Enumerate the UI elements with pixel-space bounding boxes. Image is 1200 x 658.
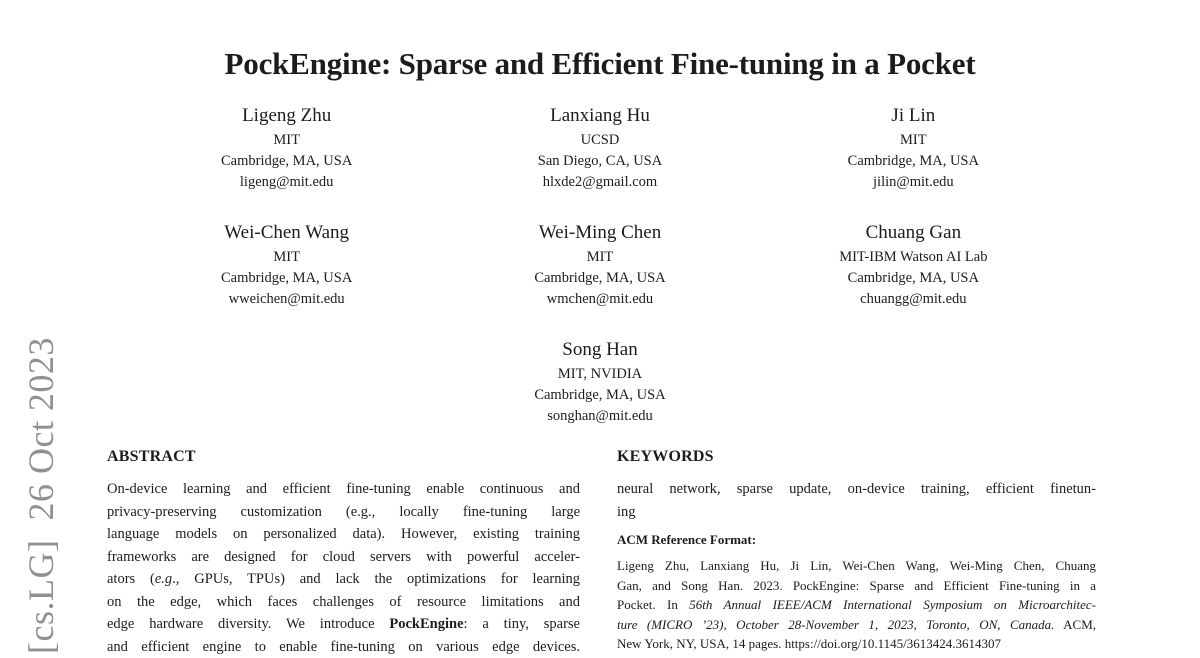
- reference-line: New York, NY, USA, 14 pages. https://doi.org/10.1145/3613424.3614307: [617, 634, 1096, 654]
- abstract-heading: ABSTRACT: [107, 448, 580, 466]
- author-affiliation: MIT-IBM Watson AI Lab: [757, 247, 1070, 268]
- author-email: chuangg@mit.edu: [757, 289, 1070, 310]
- author-block: [443, 221, 756, 310]
- venue-italic-text: ture (MICRO ’23), October 28-November 1, 2023, Toronto, ON, Canada.: [617, 617, 1054, 632]
- reference-line: Pocket. In 56th Annual IEEE/ACM International Symposium on Microarchitec-: [617, 595, 1096, 615]
- author-location: Cambridge, MA, USA: [443, 385, 756, 406]
- author-email: songhan@mit.edu: [443, 406, 756, 427]
- author-name: Wei-Chen Wang: [130, 221, 443, 245]
- abstract-line: frameworks are designed for cloud servers with powerful acceler-: [107, 546, 580, 569]
- author-name: Ji Lin: [757, 104, 1070, 128]
- author-block: [757, 221, 1070, 310]
- author-affiliation: MIT: [757, 130, 1070, 151]
- author-affiliation: MIT: [130, 247, 443, 268]
- author-email: wweichen@mit.edu: [130, 289, 443, 310]
- author-block: [757, 104, 1070, 193]
- author-block: [443, 104, 756, 193]
- author-affiliation: UCSD: [443, 130, 756, 151]
- author-email: hlxde2@gmail.com: [443, 172, 756, 193]
- author-block: [130, 221, 443, 310]
- reference-line: ture (MICRO ’23), October 28-November 1, 2023, Toronto, ON, Canada. ACM,: [617, 615, 1096, 635]
- reference-line: Ligeng Zhu, Lanxiang Hu, Ji Lin, Wei-Chen Wang, Wei-Ming Chen, Chuang: [617, 556, 1096, 576]
- acm-reference-text: [617, 556, 1096, 654]
- author-location: Cambridge, MA, USA: [130, 268, 443, 289]
- paper-title: PockEngine: Sparse and Efficient Fine-tuning in a Pocket: [0, 46, 1200, 82]
- author-name: Lanxiang Hu: [443, 104, 756, 128]
- keywords-text: [617, 478, 1096, 523]
- abstract-text: [107, 478, 580, 658]
- author-grid: [130, 104, 1070, 427]
- author-name: Ligeng Zhu: [130, 104, 443, 128]
- abstract-line: on the edge, which faces challenges of resource limitations and: [107, 591, 580, 614]
- author-location: Cambridge, MA, USA: [757, 268, 1070, 289]
- abstract-line: language models on personalized data). However, existing training: [107, 523, 580, 546]
- keywords-line: ing: [617, 501, 1096, 524]
- author-email: jilin@mit.edu: [757, 172, 1070, 193]
- abstract-line: ators (e.g., GPUs, TPUs) and lack the optimizations for learning: [107, 568, 580, 591]
- keywords-heading: KEYWORDS: [617, 448, 1096, 466]
- arxiv-watermark: [cs.LG] 26 Oct 2023: [20, 337, 62, 654]
- keywords-section: [617, 448, 1096, 654]
- abstract-line: and efficient engine to enable fine-tuning on various edge devices.: [107, 636, 580, 658]
- abstract-line: privacy-preserving customization (e.g., locally fine-tuning large: [107, 501, 580, 524]
- author-name: Song Han: [443, 338, 756, 362]
- author-affiliation: MIT: [443, 247, 756, 268]
- keywords-line: neural network, sparse update, on-device training, efficient finetun-: [617, 478, 1096, 501]
- author-affiliation: MIT, NVIDIA: [443, 364, 756, 385]
- venue-italic-text: 56th Annual IEEE/ACM International Symposium on Microarchitec-: [689, 597, 1096, 612]
- author-location: San Diego, CA, USA: [443, 151, 756, 172]
- abstract-section: [107, 448, 580, 658]
- author-email: ligeng@mit.edu: [130, 172, 443, 193]
- acm-reference-heading: ACM Reference Format:: [617, 532, 1096, 547]
- author-block: [443, 338, 756, 427]
- author-name: Wei-Ming Chen: [443, 221, 756, 245]
- abstract-line: On-device learning and efficient fine-tuning enable continuous and: [107, 478, 580, 501]
- author-block: [130, 104, 443, 193]
- author-location: Cambridge, MA, USA: [130, 151, 443, 172]
- author-name: Chuang Gan: [757, 221, 1070, 245]
- reference-line: Gan, and Song Han. 2023. PockEngine: Sparse and Efficient Fine-tuning in a: [617, 576, 1096, 596]
- doi-link[interactable]: https://doi.org/10.1145/3613424.3614307: [785, 636, 1001, 651]
- author-location: Cambridge, MA, USA: [757, 151, 1070, 172]
- author-affiliation: MIT: [130, 130, 443, 151]
- abstract-line: edge hardware diversity. We introduce PockEngine: a tiny, sparse: [107, 613, 580, 636]
- author-email: wmchen@mit.edu: [443, 289, 756, 310]
- author-location: Cambridge, MA, USA: [443, 268, 756, 289]
- pockengine-bold-term: PockEngine: [389, 616, 463, 632]
